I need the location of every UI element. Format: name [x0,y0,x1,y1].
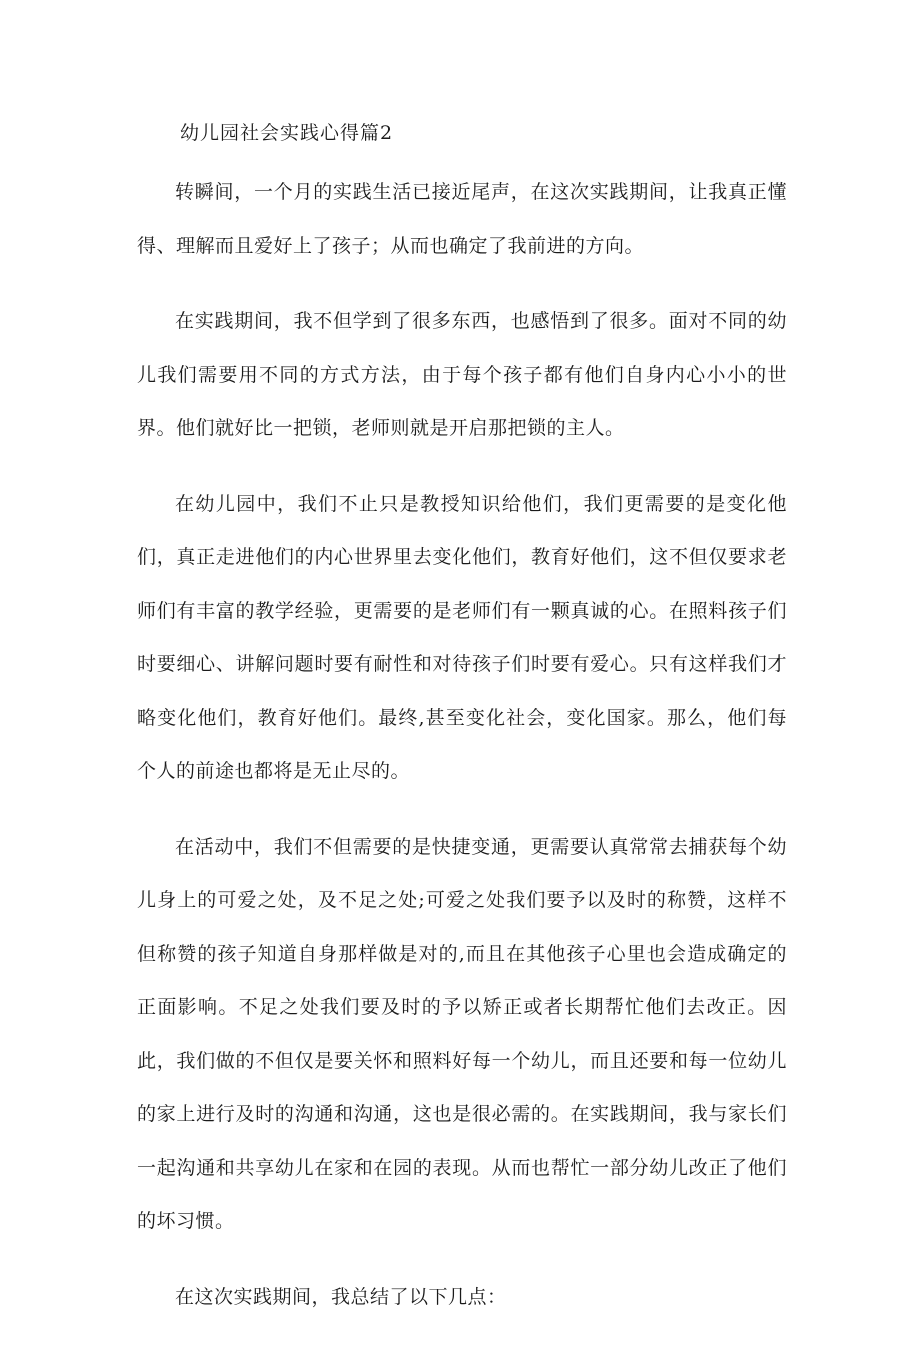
paragraph-5: 在这次实践期间，我总结了以下几点： [175,1285,507,1308]
section-heading: 幼儿园社会实践心得篇2 [180,122,394,144]
paragraph-2: 在实践期间，我不但学到了很多东西，也感悟到了很多。面对不同的幼儿我们需要用不同的方式方法，由于每个孩子都有他们自身内心小小的世界。他们就好比一把锁，老师则就是开启那把锁的主人。 [137,310,787,439]
paragraph-1: 转瞬间，一个月的实践生活已接近尾声，在这次实践期间，让我真正懂得、理解而且爱好上了孩子；从而也确定了我前进的方向。 [137,181,787,257]
paragraph-4: 在活动中，我们不但需要的是快捷变通，更需要认真常常去捕获每个幼儿身上的可爱之处，及不足之处;可爱之处我们要予以及时的称赞，这样不但称赞的孩子知道自身那样做是对的,而且在其他孩子心里也会造成确定的正面影响。不足之处我们要及时的予以矫正或者长期帮忙他们去改正。因此，我们做的不但仅是要关怀和照料好每一个幼儿，而且还要和每一位幼儿的家上进行及时的沟通和沟通，这也是很必需的。在实践期间，我与家长们一起沟通和共享幼儿在家和在园的表现。从而也帮忙一部分幼儿改正了他们的坏习惯。 [137,835,787,1232]
body-text [137,166,787,1346]
paragraph-3: 在幼儿园中，我们不止只是教授知识给他们，我们更需要的是变化他们，真正走进他们的内心世界里去变化他们，教育好他们，这不但仅要求老师们有丰富的教学经验，更需要的是老师们有一颗真诚的心。在照料孩子们时要细心、讲解问题时要有耐性和对待孩子们时要有爱心。只有这样我们才略变化他们，教育好他们。最终,甚至变化社会，变化国家。那么，他们每个人的前途也都将是无止尽的。 [137,492,787,782]
